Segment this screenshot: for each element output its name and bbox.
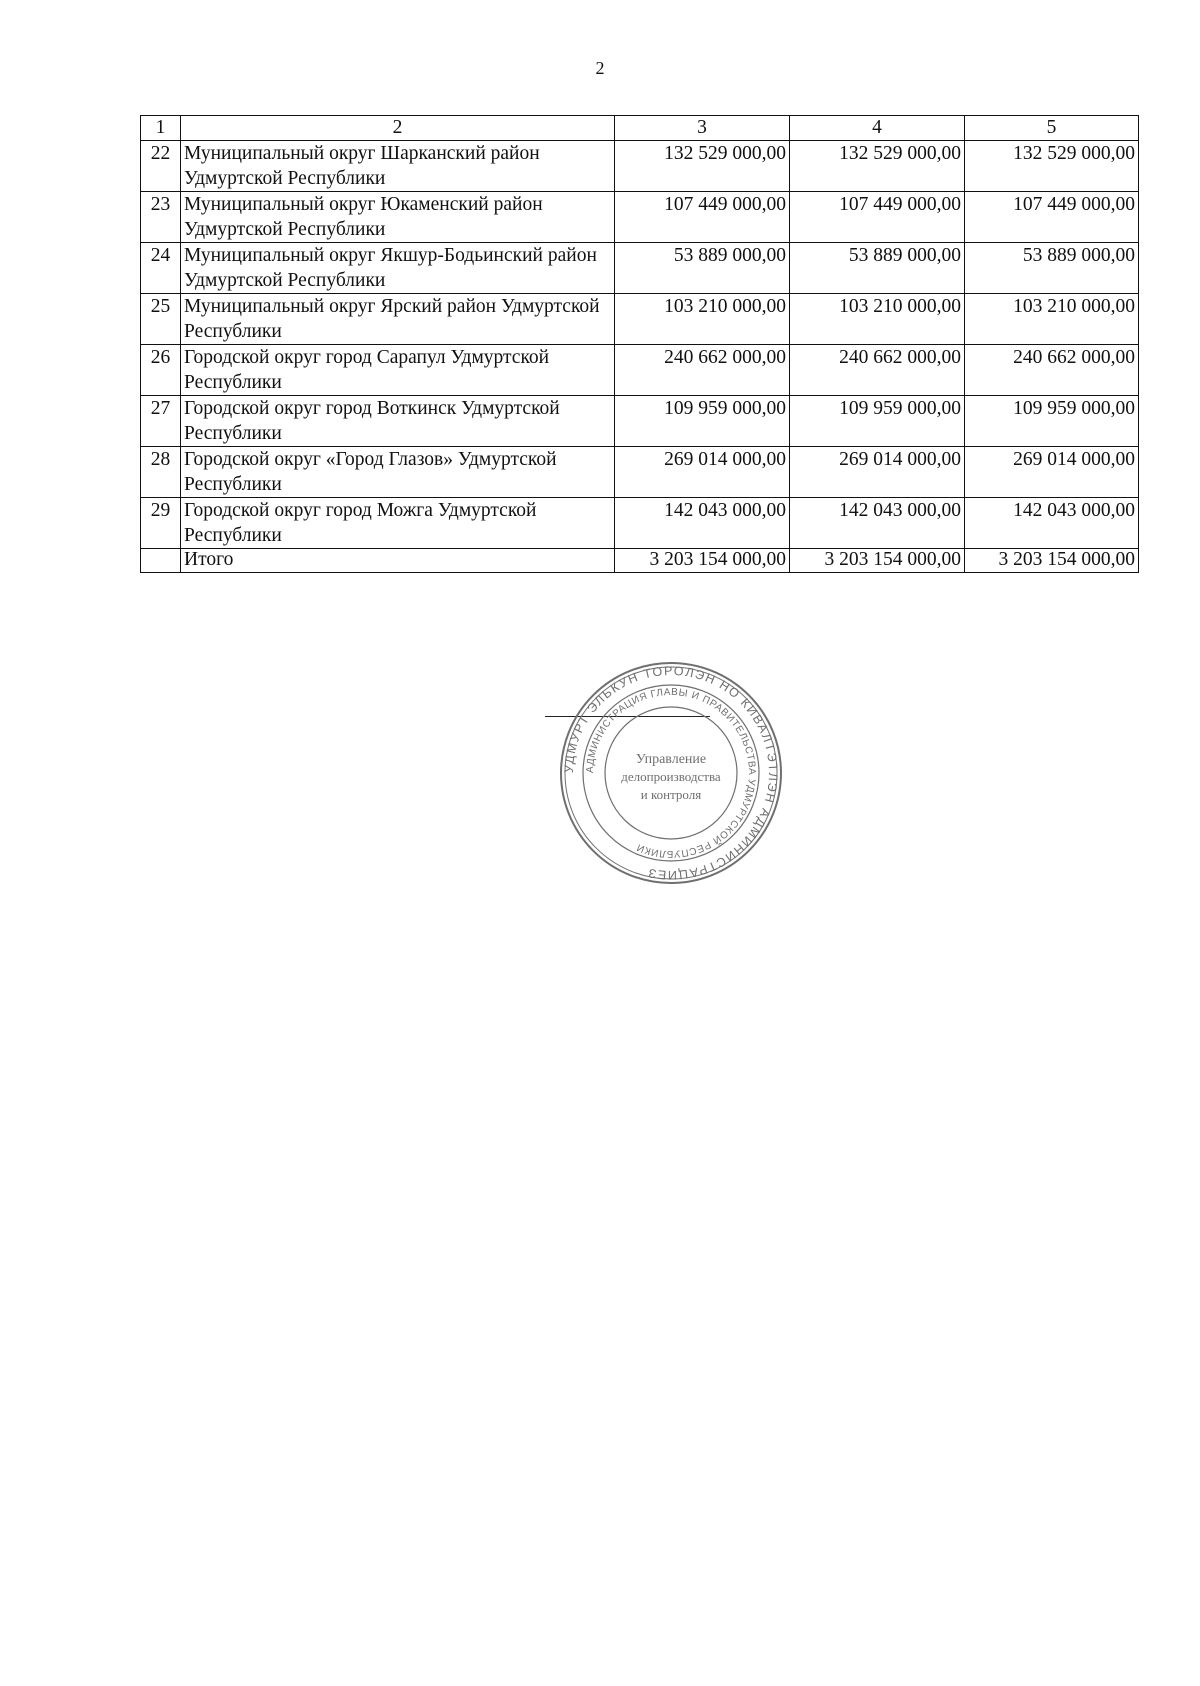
municipality-name: Городской округ город Сарапул Удмуртской Республики: [181, 345, 615, 396]
amount-col3: 109 959 000,00: [615, 396, 790, 447]
column-header: 3: [615, 116, 790, 141]
column-header: 5: [965, 116, 1139, 141]
amount-col5: 269 014 000,00: [965, 447, 1139, 498]
amount-col3: 142 043 000,00: [615, 498, 790, 549]
amount-col5: 103 210 000,00: [965, 294, 1139, 345]
seal-center-line1: Управление: [635, 752, 707, 767]
table-row: [141, 345, 1139, 396]
table-row: [141, 243, 1139, 294]
column-header: 2: [181, 116, 615, 141]
amount-col5: 142 043 000,00: [965, 498, 1139, 549]
municipality-name: Муниципальный округ Ярский район Удмуртской Республики: [181, 294, 615, 345]
row-number: 29: [141, 498, 181, 549]
row-number: 28: [141, 447, 181, 498]
table-row: [141, 396, 1139, 447]
table-header-row: [141, 116, 1139, 141]
amount-col4: 53 889 000,00: [790, 243, 965, 294]
amount-col3: 240 662 000,00: [615, 345, 790, 396]
seal-inner-text: АДМИНИСТРАЦИЯ ГЛАВЫ И ПРАВИТЕЛЬСТВА УДМУРТСКОЙ РЕСПУБЛИКИ: [584, 686, 758, 860]
table-row: [141, 294, 1139, 345]
table-row: [141, 141, 1139, 192]
column-header: 1: [141, 116, 181, 141]
municipality-name: Муниципальный округ Якшур-Бодьинский район Удмуртской Республики: [181, 243, 615, 294]
amount-col4: 142 043 000,00: [790, 498, 965, 549]
table-row: [141, 498, 1139, 549]
amount-col5: 53 889 000,00: [965, 243, 1139, 294]
total-row: [141, 549, 1139, 573]
amount-col5: 107 449 000,00: [965, 192, 1139, 243]
amount-col4: 269 014 000,00: [790, 447, 965, 498]
official-seal-stamp: [558, 660, 784, 886]
total-col3: 3 203 154 000,00: [615, 549, 790, 573]
row-number: 25: [141, 294, 181, 345]
municipality-name: Городской округ город Можга Удмуртской Республики: [181, 498, 615, 549]
amount-col4: 132 529 000,00: [790, 141, 965, 192]
row-number: 22: [141, 141, 181, 192]
municipality-name: Городской округ «Город Глазов» Удмуртской Республики: [181, 447, 615, 498]
budget-table: [140, 115, 1139, 573]
amount-col4: 107 449 000,00: [790, 192, 965, 243]
total-label: Итого: [181, 549, 615, 573]
seal-outer-text: УДМУРТ ЭЛЬКУН ТОРОЛЭН НО КИВАЛТЭТЛЭН АДМИНИСТРАЦИЕЗ: [561, 663, 781, 883]
page-number: 2: [595, 58, 605, 78]
column-header: 4: [790, 116, 965, 141]
amount-col4: 240 662 000,00: [790, 345, 965, 396]
row-number: 27: [141, 396, 181, 447]
amount-col3: 53 889 000,00: [615, 243, 790, 294]
amount-col3: 132 529 000,00: [615, 141, 790, 192]
row-number: 23: [141, 192, 181, 243]
amount-col5: 132 529 000,00: [965, 141, 1139, 192]
row-number: 26: [141, 345, 181, 396]
row-number: 24: [141, 243, 181, 294]
municipality-name: Муниципальный округ Шарканский район Удмуртской Республики: [181, 141, 615, 192]
total-row-number: [141, 549, 181, 573]
amount-col4: 109 959 000,00: [790, 396, 965, 447]
total-col4: 3 203 154 000,00: [790, 549, 965, 573]
seal-center-line3: и контроля: [640, 787, 702, 802]
municipality-name: Муниципальный округ Юкаменский район Удмуртской Республики: [181, 192, 615, 243]
amount-col5: 109 959 000,00: [965, 396, 1139, 447]
amount-col3: 107 449 000,00: [615, 192, 790, 243]
amount-col3: 103 210 000,00: [615, 294, 790, 345]
amount-col5: 240 662 000,00: [965, 345, 1139, 396]
amount-col3: 269 014 000,00: [615, 447, 790, 498]
municipality-name: Городской округ город Воткинск Удмуртской Республики: [181, 396, 615, 447]
table-row: [141, 447, 1139, 498]
amount-col4: 103 210 000,00: [790, 294, 965, 345]
table-row: [141, 192, 1139, 243]
seal-center-line2: делопроизводства: [621, 769, 721, 784]
total-col5: 3 203 154 000,00: [965, 549, 1139, 573]
